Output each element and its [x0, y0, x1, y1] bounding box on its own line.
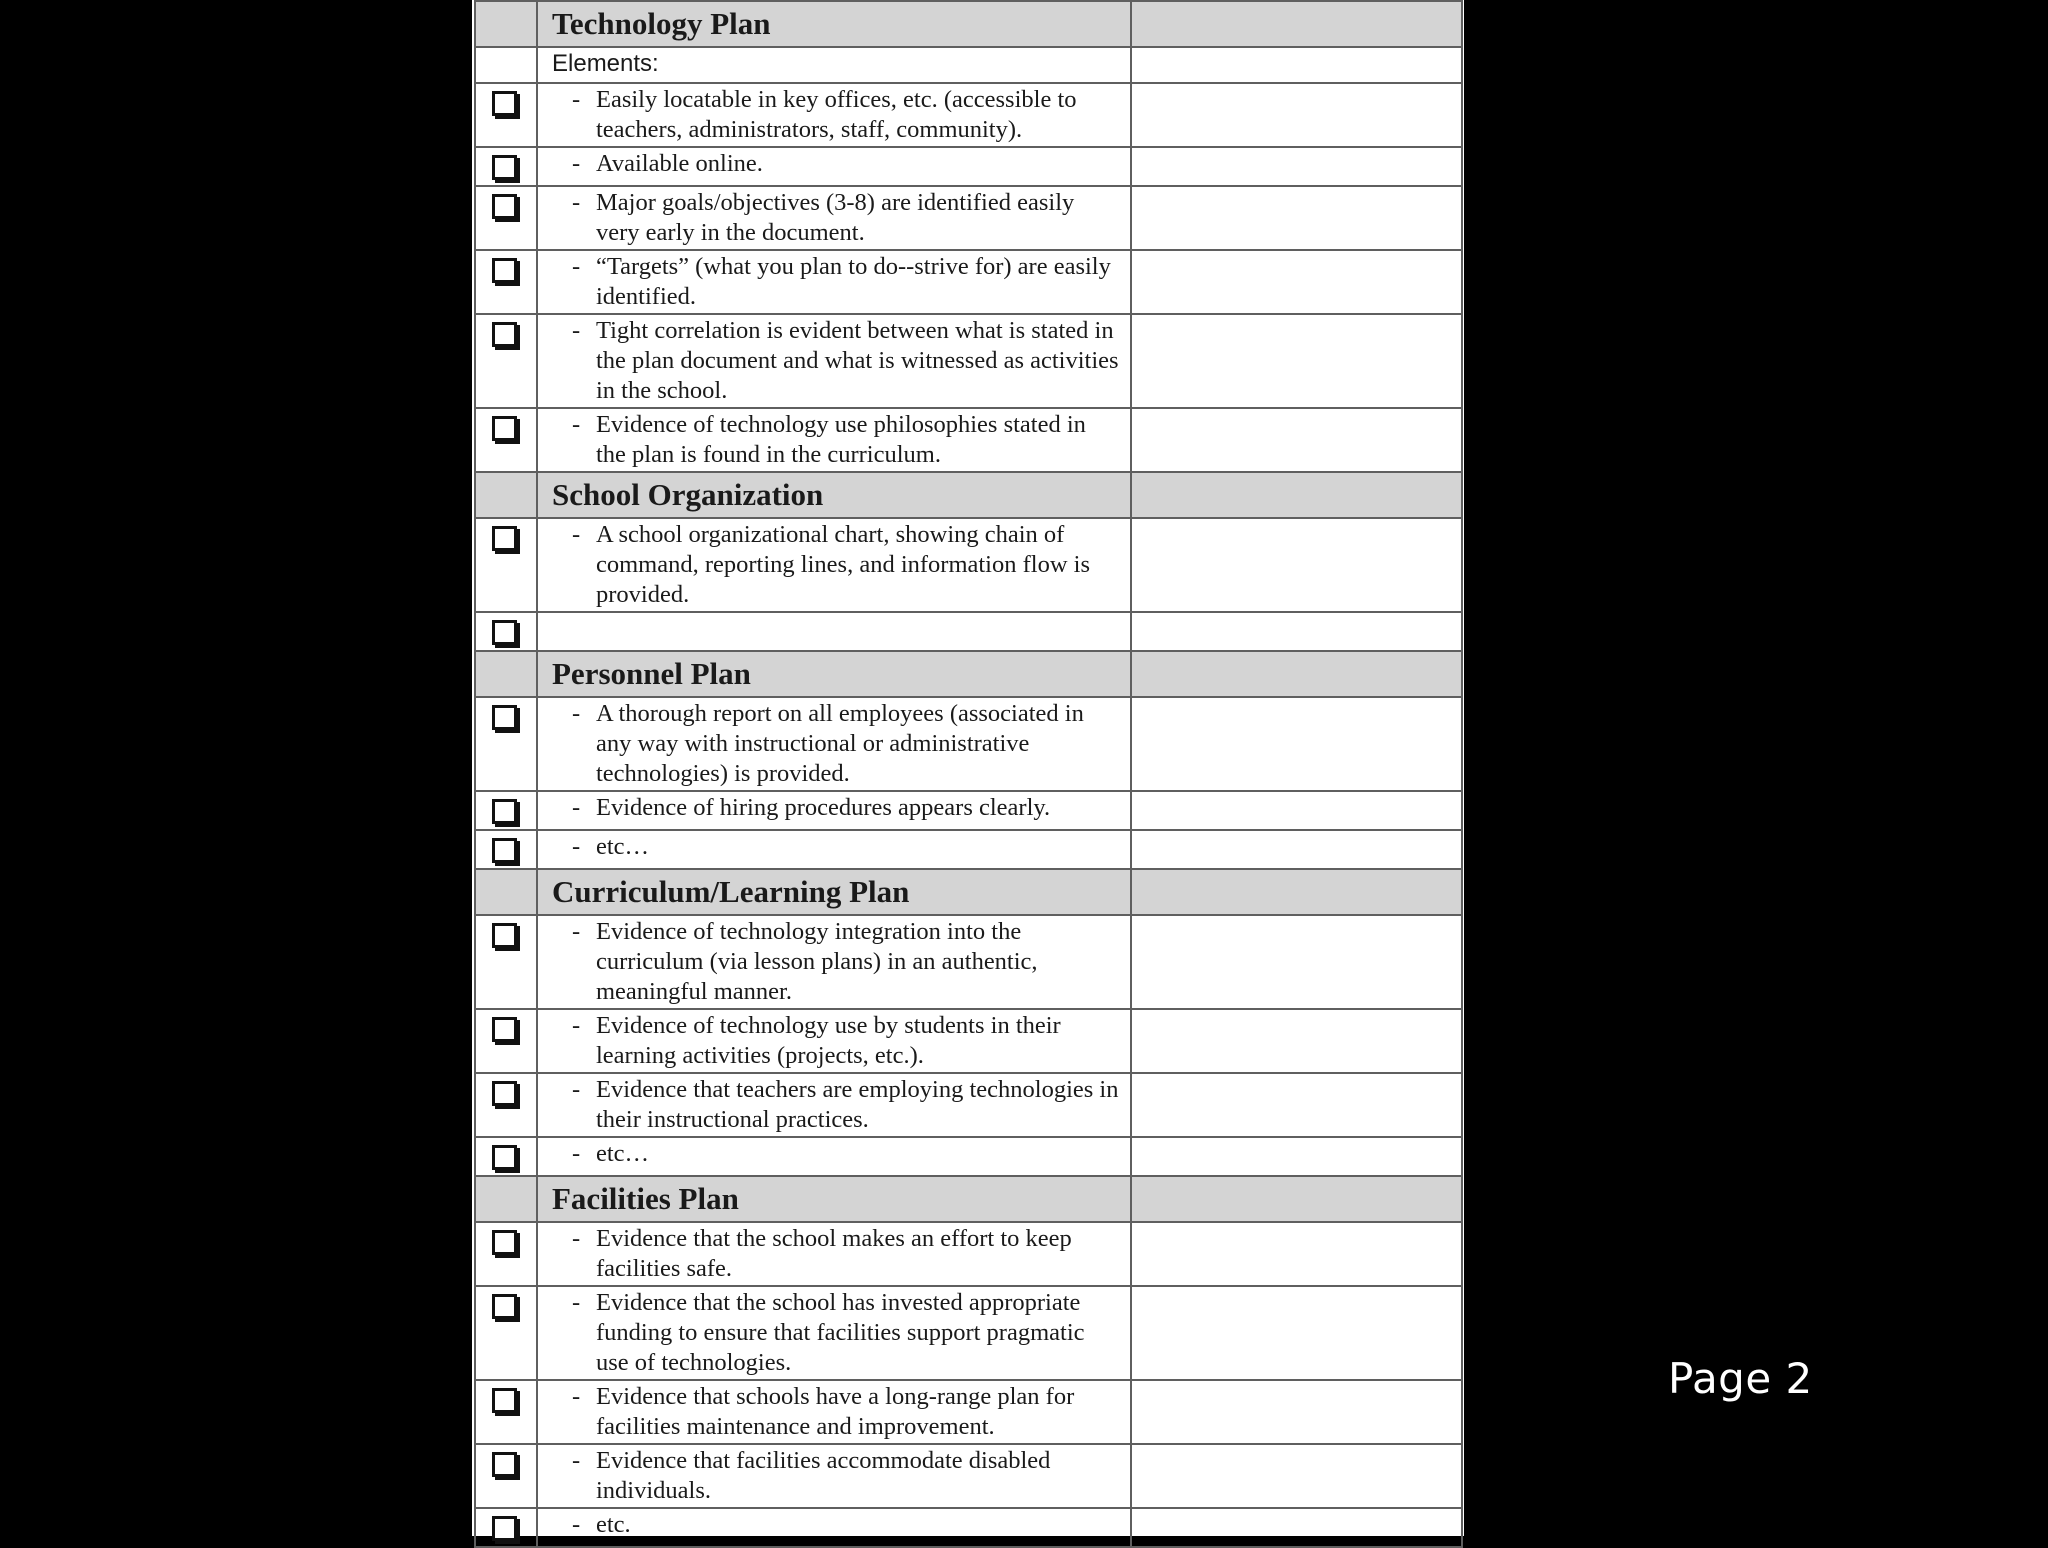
item-text-cell	[537, 1073, 1131, 1137]
checklist-item	[538, 831, 1130, 863]
empty-checkbox-icon[interactable]	[492, 1017, 517, 1042]
item-text-cell	[537, 1444, 1131, 1508]
checklist-item-row	[475, 1009, 1462, 1073]
notes-cell[interactable]	[1131, 1444, 1462, 1508]
section-title-cell	[537, 472, 1131, 518]
section-header-row	[475, 651, 1462, 697]
empty-checkbox-icon[interactable]	[492, 620, 517, 645]
item-text-cell	[537, 314, 1131, 408]
checklist-item-row	[475, 1286, 1462, 1380]
empty-checkbox-icon[interactable]	[492, 155, 517, 180]
checklist-item	[538, 187, 1130, 249]
header-notes-cell	[1131, 651, 1462, 697]
checkbox-cell	[475, 83, 537, 147]
item-text: Evidence that teachers are employing technologies in their instructional practices.	[596, 1076, 1119, 1133]
notes-cell[interactable]	[1131, 1286, 1462, 1380]
checklist-item-row	[475, 83, 1462, 147]
header-notes-cell	[1131, 1, 1462, 47]
item-text: etc…	[596, 833, 650, 860]
item-text-cell	[537, 250, 1131, 314]
checklist-item-row	[475, 915, 1462, 1009]
checkbox-cell	[475, 1286, 537, 1380]
empty-checkbox-icon[interactable]	[492, 1294, 517, 1319]
subheader-cell	[537, 47, 1131, 83]
notes-cell[interactable]	[1131, 1009, 1462, 1073]
checkbox-cell	[475, 1444, 537, 1508]
bullet-dash: -	[572, 1447, 581, 1474]
checkbox-cell	[475, 1073, 537, 1137]
header-notes-cell	[1131, 1176, 1462, 1222]
item-text-cell	[537, 408, 1131, 472]
bullet-dash: -	[572, 833, 581, 860]
checkbox-cell	[475, 408, 537, 472]
checklist-item	[538, 84, 1130, 146]
checklist-item-row	[475, 830, 1462, 869]
notes-cell[interactable]	[1131, 1380, 1462, 1444]
section-title-cell	[537, 869, 1131, 915]
checklist-item-row	[475, 250, 1462, 314]
subheader-notes-cell	[1131, 47, 1462, 83]
empty-checkbox-icon[interactable]	[492, 91, 517, 116]
bullet-dash: -	[572, 1511, 581, 1538]
bullet-dash: -	[572, 1225, 581, 1252]
notes-cell[interactable]	[1131, 1073, 1462, 1137]
checklist-item	[538, 148, 1130, 180]
item-text-cell	[537, 915, 1131, 1009]
item-text-cell	[537, 518, 1131, 612]
item-text: A school organizational chart, showing chain of command, reporting lines, and information flow is provided.	[596, 521, 1090, 608]
notes-cell[interactable]	[1131, 518, 1462, 612]
checklist-document	[472, 0, 1464, 1536]
item-text-cell	[537, 1508, 1131, 1547]
checklist-item	[538, 1138, 1130, 1170]
item-text-cell	[537, 1009, 1131, 1073]
item-text: Evidence of hiring procedures appears clearly.	[596, 794, 1051, 821]
notes-cell[interactable]	[1131, 314, 1462, 408]
checkbox-cell	[475, 1137, 537, 1176]
checklist-item	[538, 519, 1130, 611]
header-notes-cell	[1131, 869, 1462, 915]
section-title: Personnel Plan	[552, 656, 751, 691]
section-header-row	[475, 869, 1462, 915]
item-text: Evidence that the school has invested appropriate funding to ensure that facilities support pragmatic use of technologies.	[596, 1289, 1085, 1376]
item-text: Evidence that schools have a long-range plan for facilities maintenance and improvement.	[596, 1383, 1075, 1440]
section-title: Curriculum/Learning Plan	[552, 874, 910, 909]
item-text-cell	[537, 791, 1131, 830]
bullet-dash: -	[572, 253, 581, 280]
bullet-dash: -	[572, 150, 581, 177]
notes-cell[interactable]	[1131, 612, 1462, 651]
item-text-cell	[537, 612, 1131, 651]
item-text: Evidence of technology integration into the curriculum (via lesson plans) in an authentic, meaningful manner.	[596, 918, 1038, 1005]
bullet-dash: -	[572, 918, 581, 945]
section-title-cell	[537, 1, 1131, 47]
section-header-row	[475, 1, 1462, 47]
notes-cell[interactable]	[1131, 1137, 1462, 1176]
checkbox-cell	[475, 915, 537, 1009]
empty-checkbox-icon[interactable]	[492, 322, 517, 347]
bullet-dash: -	[572, 1012, 581, 1039]
section-title: Technology Plan	[552, 6, 771, 41]
notes-cell[interactable]	[1131, 147, 1462, 186]
notes-cell[interactable]	[1131, 915, 1462, 1009]
bullet-dash: -	[572, 700, 581, 727]
checklist-table	[474, 0, 1463, 1548]
bullet-dash: -	[572, 1076, 581, 1103]
section-title-cell	[537, 1176, 1131, 1222]
checklist-item-row	[475, 1073, 1462, 1137]
page-number-label: Page 2	[1668, 1354, 1813, 1403]
empty-checkbox-icon[interactable]	[492, 1388, 517, 1413]
checkbox-cell	[475, 1222, 537, 1286]
item-text-cell	[537, 1380, 1131, 1444]
notes-cell[interactable]	[1131, 250, 1462, 314]
checklist-item	[538, 1287, 1130, 1379]
checkbox-cell	[475, 1380, 537, 1444]
checklist-item	[538, 1010, 1130, 1072]
bullet-dash: -	[572, 1383, 581, 1410]
checkbox-cell	[475, 314, 537, 408]
item-text-cell	[537, 147, 1131, 186]
checklist-item-row	[475, 1137, 1462, 1176]
checklist-item	[538, 1381, 1130, 1443]
checklist-item	[538, 1074, 1130, 1136]
item-text: Easily locatable in key offices, etc. (accessible to teachers, administrators, staff, community).	[596, 86, 1077, 143]
bullet-dash: -	[572, 317, 581, 344]
checklist-item-row	[475, 791, 1462, 830]
item-text: Available online.	[596, 150, 763, 177]
empty-checkbox-icon[interactable]	[492, 705, 517, 730]
subheader-blank-cell	[475, 47, 537, 83]
checklist-item	[538, 409, 1130, 471]
item-text-cell	[537, 83, 1131, 147]
section-title-cell	[537, 651, 1131, 697]
checkbox-cell	[475, 518, 537, 612]
checklist-item-row	[475, 314, 1462, 408]
checkbox-cell	[475, 186, 537, 250]
notes-cell[interactable]	[1131, 1508, 1462, 1547]
checklist-item	[538, 916, 1130, 1008]
checklist-item-row	[475, 1222, 1462, 1286]
notes-cell[interactable]	[1131, 830, 1462, 869]
header-blank-cell	[475, 1, 537, 47]
bullet-dash: -	[572, 1289, 581, 1316]
bullet-dash: -	[572, 794, 581, 821]
section-title: School Organization	[552, 477, 824, 512]
checkbox-cell	[475, 612, 537, 651]
item-text: etc…	[596, 1140, 650, 1167]
header-notes-cell	[1131, 472, 1462, 518]
item-text: etc.	[596, 1511, 631, 1538]
item-text: Tight correlation is evident between what is stated in the plan document and what is witnessed as activities in the school.	[596, 317, 1119, 404]
bullet-dash: -	[572, 411, 581, 438]
subheader-row	[475, 47, 1462, 83]
checklist-item-row	[475, 147, 1462, 186]
item-text-cell	[537, 186, 1131, 250]
checklist-item	[538, 315, 1130, 407]
item-text-cell	[537, 1286, 1131, 1380]
notes-cell[interactable]	[1131, 83, 1462, 147]
checklist-item	[538, 698, 1130, 790]
section-header-row	[475, 1176, 1462, 1222]
empty-checkbox-icon[interactable]	[492, 1081, 517, 1106]
empty-checkbox-icon[interactable]	[492, 1145, 517, 1170]
checklist-item-row	[475, 612, 1462, 651]
checklist-item	[538, 792, 1130, 824]
header-blank-cell	[475, 472, 537, 518]
item-text: Evidence of technology use philosophies stated in the plan is found in the curriculum.	[596, 411, 1086, 468]
checklist-item-row	[475, 1444, 1462, 1508]
bullet-dash: -	[572, 189, 581, 216]
header-blank-cell	[475, 1176, 537, 1222]
checkbox-cell	[475, 1508, 537, 1547]
notes-cell[interactable]	[1131, 697, 1462, 791]
item-text-cell	[537, 830, 1131, 869]
checklist-item-row	[475, 186, 1462, 250]
checklist-item	[538, 1509, 1130, 1541]
header-blank-cell	[475, 651, 537, 697]
item-text-cell	[537, 1222, 1131, 1286]
empty-checkbox-icon[interactable]	[492, 194, 517, 219]
bullet-dash: -	[572, 521, 581, 548]
empty-checkbox-icon[interactable]	[492, 923, 517, 948]
empty-checkbox-icon[interactable]	[492, 416, 517, 441]
checklist-item	[538, 1445, 1130, 1507]
item-text: A thorough report on all employees (associated in any way with instructional or administrative technologies) is provided.	[596, 700, 1084, 787]
checklist-item-row	[475, 518, 1462, 612]
item-text: “Targets” (what you plan to do--strive for) are easily identified.	[596, 253, 1111, 310]
item-text: Major goals/objectives (3-8) are identified easily very early in the document.	[596, 189, 1075, 246]
notes-cell[interactable]	[1131, 1222, 1462, 1286]
item-text: Evidence that the school makes an effort to keep facilities safe.	[596, 1225, 1072, 1282]
notes-cell[interactable]	[1131, 186, 1462, 250]
checkbox-cell	[475, 791, 537, 830]
checklist-item-row	[475, 408, 1462, 472]
empty-checkbox-icon[interactable]	[492, 1230, 517, 1255]
bullet-dash: -	[572, 1140, 581, 1167]
checkbox-cell	[475, 1009, 537, 1073]
elements-label: Elements:	[552, 50, 659, 77]
empty-checkbox-icon[interactable]	[492, 258, 517, 283]
empty-checkbox-icon[interactable]	[492, 838, 517, 863]
section-title: Facilities Plan	[552, 1181, 739, 1216]
checkbox-cell	[475, 147, 537, 186]
checklist-item-row	[475, 697, 1462, 791]
empty-checkbox-icon[interactable]	[492, 1516, 517, 1541]
checkbox-cell	[475, 697, 537, 791]
checklist-item	[538, 251, 1130, 313]
bullet-dash: -	[572, 86, 581, 113]
notes-cell[interactable]	[1131, 408, 1462, 472]
checklist-item-row	[475, 1508, 1462, 1547]
checklist-item	[538, 1223, 1130, 1285]
item-text: Evidence that facilities accommodate disabled individuals.	[596, 1447, 1051, 1504]
checkbox-cell	[475, 250, 537, 314]
item-text-cell	[537, 697, 1131, 791]
empty-checkbox-icon[interactable]	[492, 526, 517, 551]
empty-checkbox-icon[interactable]	[492, 1452, 517, 1477]
checkbox-cell	[475, 830, 537, 869]
item-text: Evidence of technology use by students in their learning activities (projects, etc.).	[596, 1012, 1061, 1069]
notes-cell[interactable]	[1131, 791, 1462, 830]
item-text-cell	[537, 1137, 1131, 1176]
header-blank-cell	[475, 869, 537, 915]
section-header-row	[475, 472, 1462, 518]
checklist-item-row	[475, 1380, 1462, 1444]
empty-checkbox-icon[interactable]	[492, 799, 517, 824]
